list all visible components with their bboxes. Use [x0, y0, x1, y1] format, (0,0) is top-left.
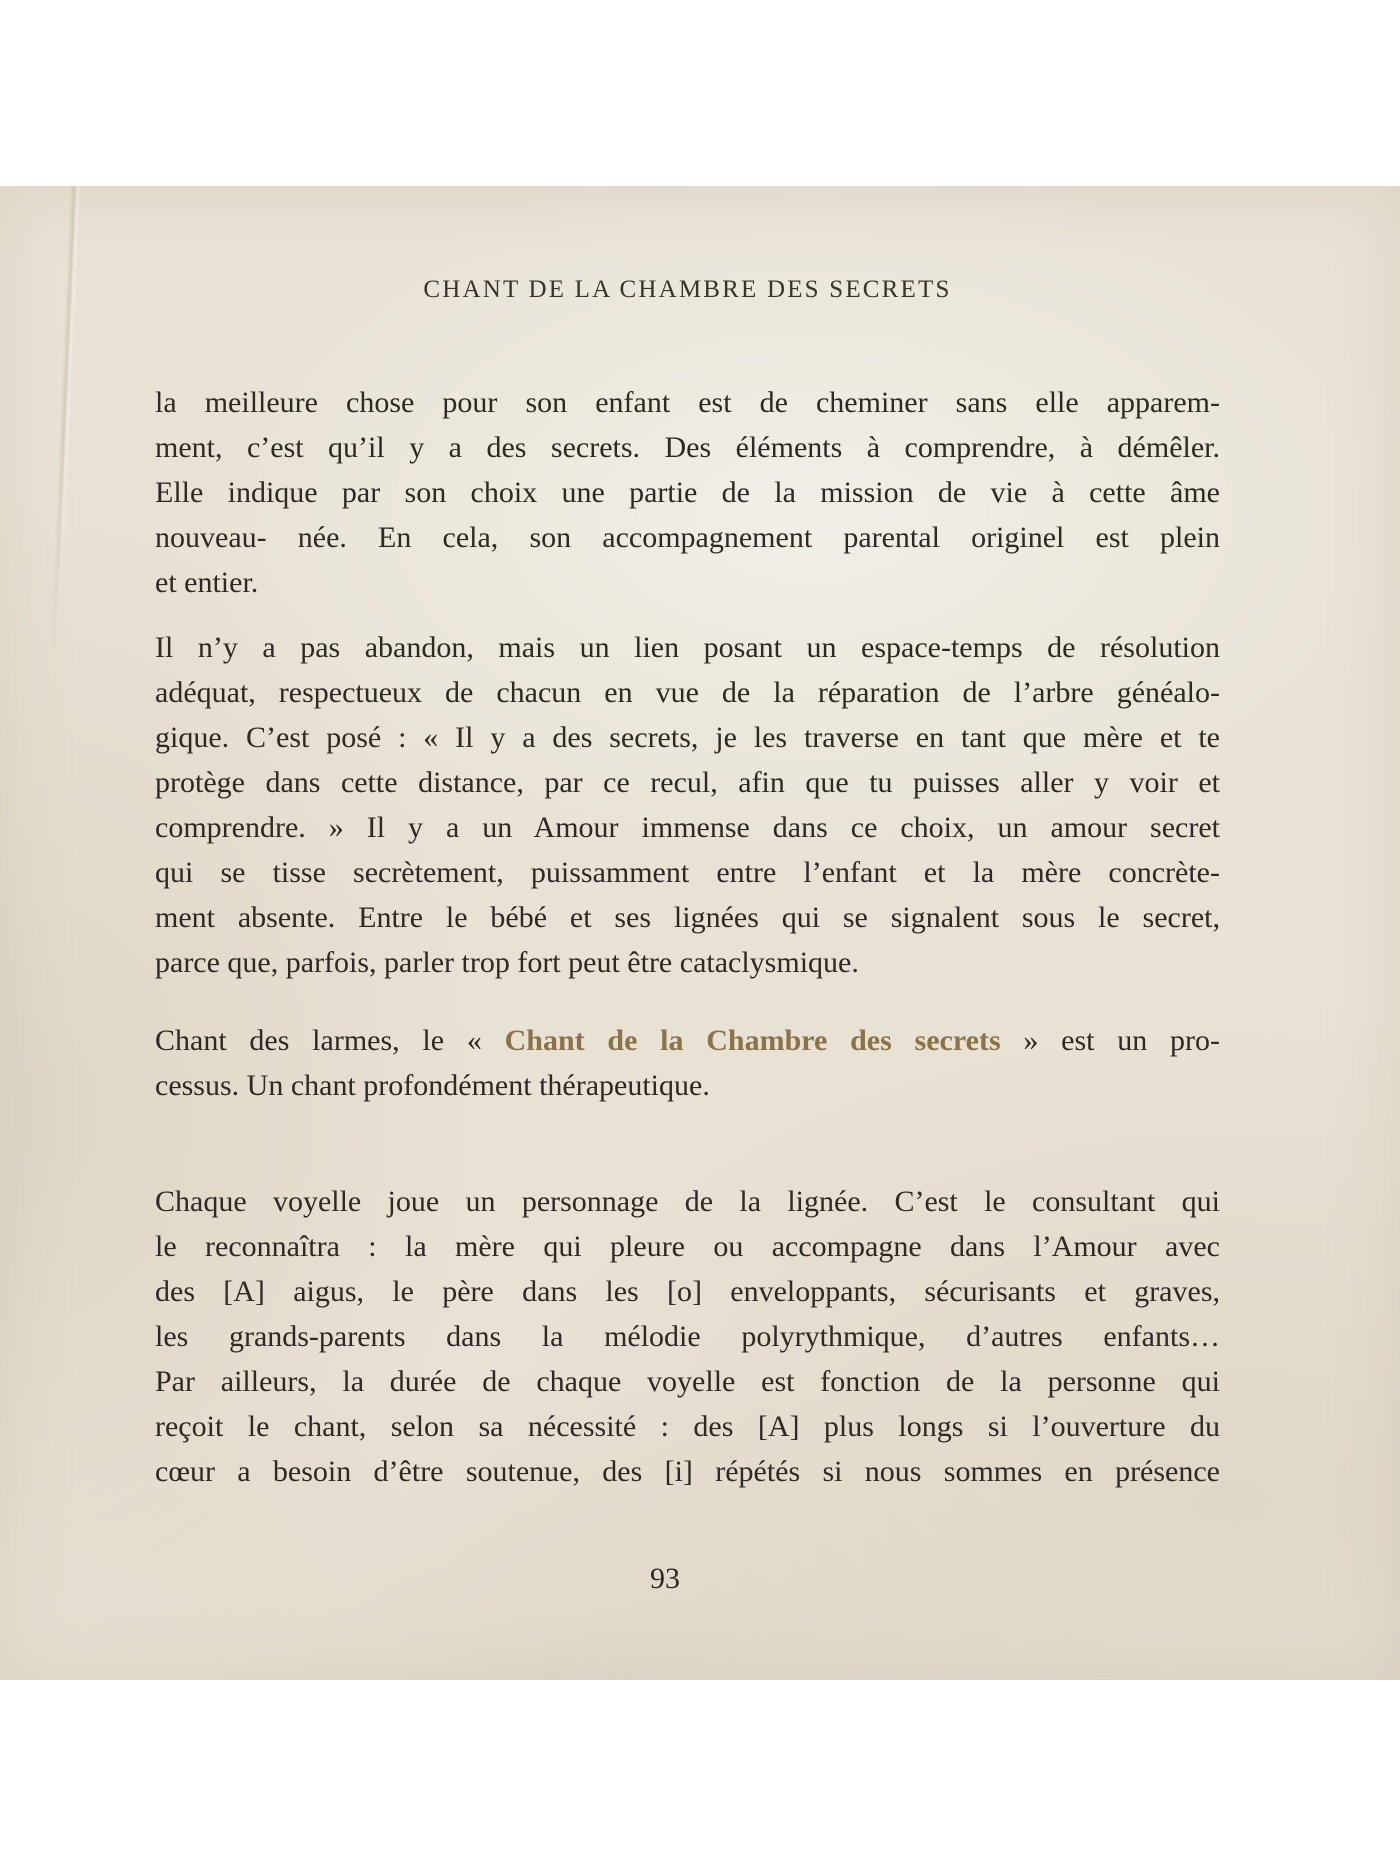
text-line: protège dans cette distance, par ce recul, afin que tu puisses aller y voir et: [155, 766, 1220, 799]
text-line: Chaque voyelle joue un personnage de la lignée. C’est le consultant qui: [155, 1185, 1220, 1218]
text-line: le reconnaîtra : la mère qui pleure ou accompagne dans l’Amour avec: [155, 1230, 1220, 1263]
text-line: parce que, parfois, parler trop fort peut être cataclysmique.: [155, 946, 859, 979]
text-line: reçoit le chant, selon sa nécessité : des [A] plus longs si l’ouverture du: [155, 1410, 1220, 1443]
text-line: nouveau- née. En cela, son accompagnement parental originel est plein: [155, 521, 1220, 554]
book-page: [0, 186, 1400, 1680]
text-line: cœur a besoin d’être soutenue, des [i] répétés si nous sommes en présence: [155, 1455, 1220, 1488]
text-line: Elle indique par son choix une partie de la mission de vie à cette âme: [155, 476, 1220, 509]
text-line: comprendre. » Il y a un Amour immense dans ce choix, un amour secret: [155, 811, 1220, 844]
text-line: les grands-parents dans la mélodie polyrythmique, d’autres enfants…: [155, 1320, 1220, 1353]
paragraph: [155, 625, 1220, 985]
page-number: 93: [650, 1562, 680, 1595]
text-line: la meilleure chose pour son enfant est de cheminer sans elle apparem-: [155, 386, 1220, 419]
text-line: adéquat, respectueux de chacun en vue de la réparation de l’arbre généalo-: [155, 676, 1220, 709]
text-line: ment, c’est qu’il y a des secrets. Des éléments à comprendre, à démêler.: [155, 431, 1220, 464]
paragraph: [155, 1179, 1220, 1494]
text-line: cessus. Un chant profondément thérapeutique.: [155, 1069, 710, 1102]
paragraph: [155, 1018, 1220, 1108]
text-line: qui se tisse secrètement, puissamment entre l’enfant et la mère concrète-: [155, 856, 1220, 889]
body-text: [155, 380, 1220, 1494]
text-line: Il n’y a pas abandon, mais un lien posant un espace-temps de résolution: [155, 631, 1220, 664]
text-line: gique. C’est posé : « Il y a des secrets, je les traverse en tant que mère et te: [155, 721, 1220, 754]
text-line: Par ailleurs, la durée de chaque voyelle est fonction de la personne qui: [155, 1365, 1220, 1398]
text-line: des [A] aigus, le père dans les [o] enveloppants, sécurisants et graves,: [155, 1275, 1220, 1308]
highlight-phrase: Chant de la Chambre des secrets: [504, 1024, 1001, 1057]
paragraph: [155, 380, 1220, 605]
text-line: et entier.: [155, 566, 259, 599]
text-line: ment absente. Entre le bébé et ses lignées qui se signalent sous le secret,: [155, 901, 1220, 934]
paper-crease: [42, 186, 88, 657]
running-header: CHANT DE LA CHAMBRE DES SECRETS: [423, 276, 952, 303]
text-line: Chant des larmes, le « Chant de la Chambre des secrets » est un pro-: [155, 1024, 1220, 1057]
